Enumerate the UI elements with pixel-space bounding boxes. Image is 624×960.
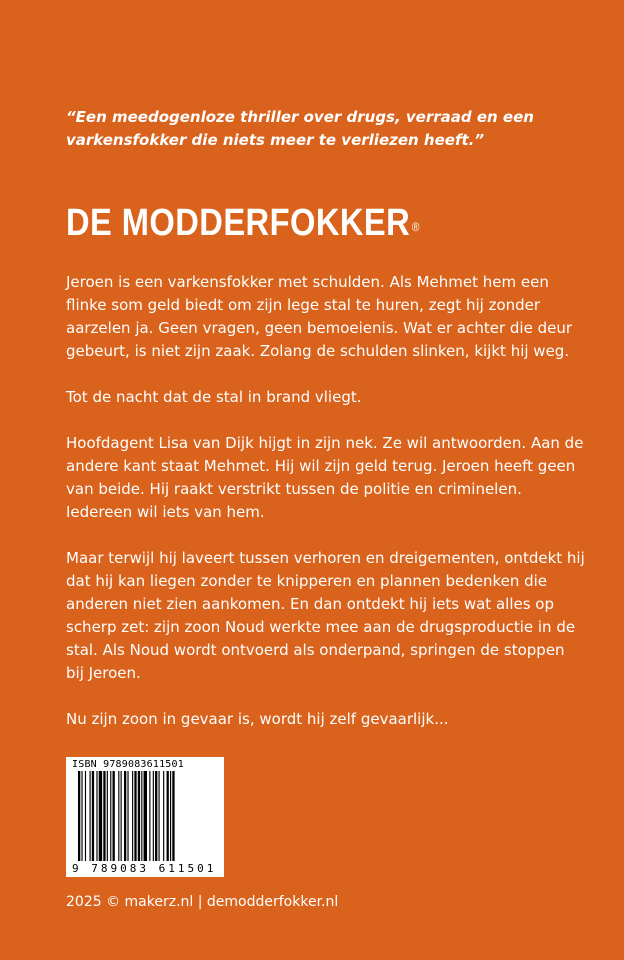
blurb-paragraph: Hoofdagent Lisa van Dijk hijgt in zijn nek. Ze wil antwoorden. Aan de andere kant staat Mehmet. Hij wil zijn geld terug. Jeroen heeft geen van beide. Hij raakt verstrikt tussen de politie en criminelen. Iedereen wil iets van hem. [66,434,584,521]
barcode-bar [96,771,97,861]
blurb-paragraph: Nu zijn zoon in gevaar is, wordt hij zelf gevaarlijk... [66,710,449,728]
barcode-bar [141,771,142,861]
barcode-bar [118,771,119,861]
barcode-bar [90,771,91,861]
barcode-bar [113,771,115,861]
barcode-bar [138,771,140,861]
barcode-bar [132,771,133,861]
barcode-bar [78,771,80,861]
barcode-bar [103,771,105,861]
book-title [66,198,420,248]
book-title-text: DE MODDERFOKKER [66,202,411,244]
barcode-bar [149,771,150,861]
barcode-bar [155,771,157,861]
barcode-bar [153,771,154,861]
barcode-bar [167,771,169,861]
barcode-bar [159,771,160,861]
barcode-bars [78,771,218,861]
barcode-bar [172,771,174,861]
barcode-bar [144,771,147,861]
barcode-bar [170,771,171,861]
barcode-bar [99,771,102,861]
barcode-bar [110,771,111,861]
barcode-bar [124,771,126,861]
barcode-bar [81,771,82,861]
barcode-bar [163,771,164,861]
isbn-label: ISBN 9789083611501 [72,759,184,770]
barcode-bar [85,771,86,861]
registered-mark: ® [411,220,420,234]
isbn-barcode [66,757,224,877]
barcode-bar [134,771,136,861]
cover-quote: “Een meedogenloze thriller over drugs, verraad en een varkensfokker die niets meer te verliezen heeft.” [66,108,534,149]
barcode-bar [127,771,128,861]
footer-credits: 2025 © makerz.nl | demodderfokker.nl [66,894,339,910]
barcode-bar [92,771,94,861]
blurb [66,271,586,754]
blurb-paragraph: Maar terwijl hij laveert tussen verhoren en dreigementen, ontdekt hij dat hij kan liegen zonder te knipperen en plannen bedenken die anderen niet zien aankomen. En dan ontdekt hij iets wat alles op scherp zet: zijn zoon Noud werkte mee aan de drugsproductie in de stal. Als Noud wordt ontvoerd als onderpand, springen de stoppen bij Jeroen. [66,549,585,682]
blurb-paragraph: Tot de nacht dat de stal in brand vliegt. [66,388,362,406]
barcode-bar [107,771,108,861]
barcode-bar [121,771,122,861]
blurb-paragraph: Jeroen is een varkensfokker met schulden. Als Mehmet hem een flinke som geld biedt om zijn lege stal te huren, zegt hij zonder aarzelen ja. Geen vragen, geen bemoeienis. Wat er achter die deur gebeurt, is niet zijn zaak. Zolang de schulden slinken, kijkt hij weg. [66,273,573,360]
isbn-digits: 9 789083 611501 [72,862,217,875]
